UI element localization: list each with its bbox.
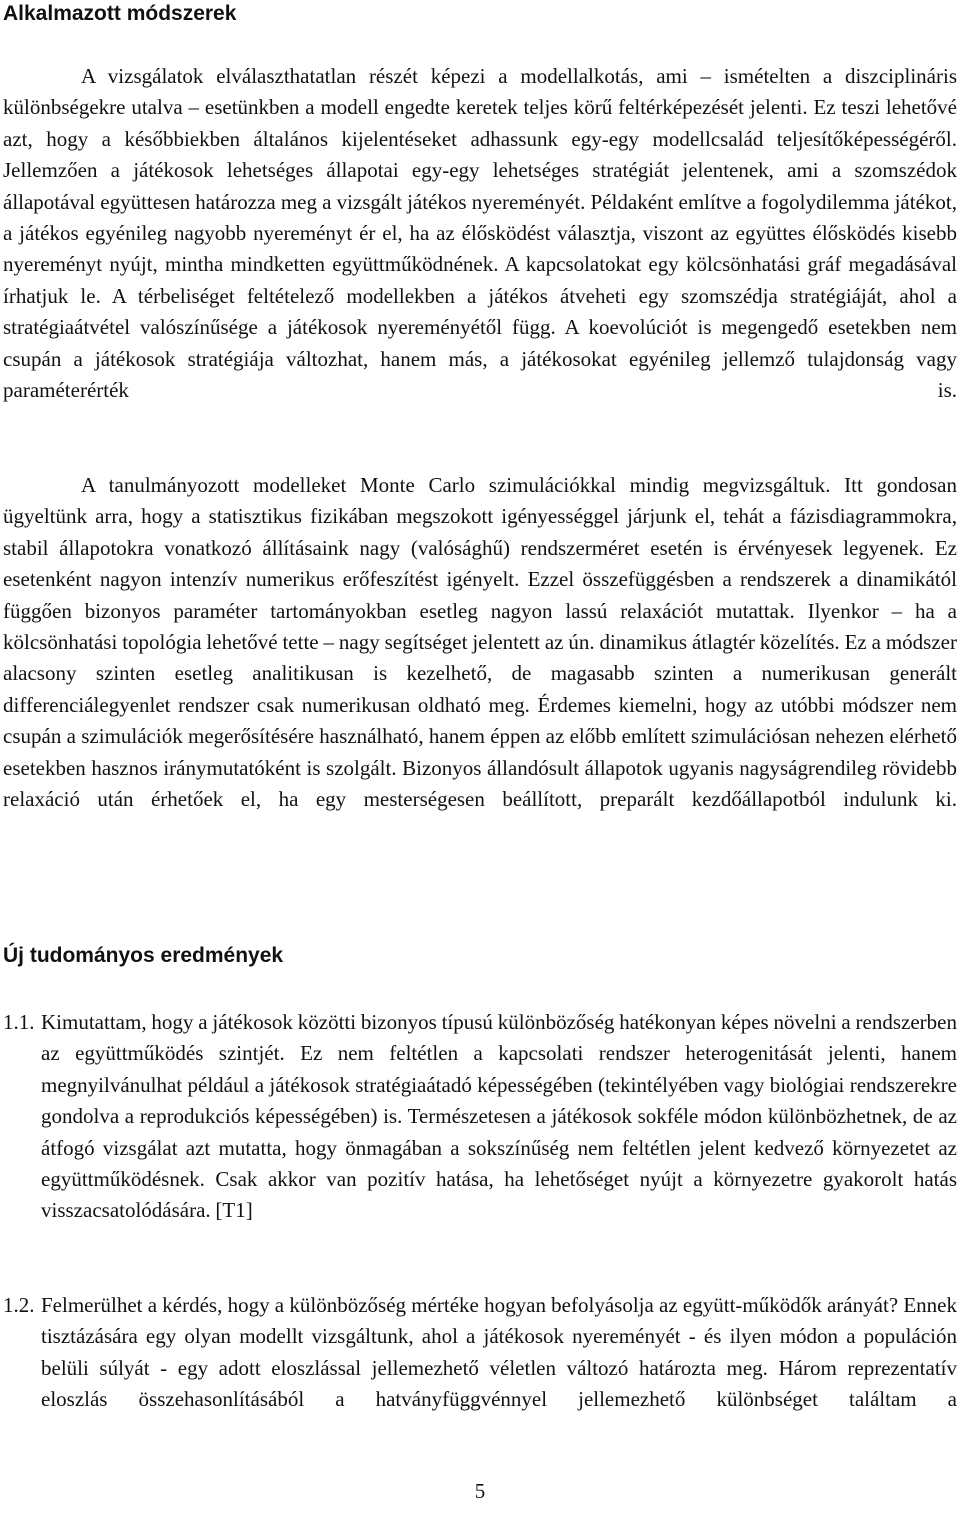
- result-item-number: 1.1.: [3, 1010, 35, 1034]
- result-item-1-1: [3, 1007, 957, 1257]
- methods-paragraph-1-text: A vizsgálatok elválaszthatatlan részét képezi a modellalkotás, ami – ismételten a diszciplináris különbségekre utalva – esetünkben a modell engedte keretek teljes körű feltérképezését jelenti. Ez teszi lehetővé azt, hogy a későbbiekben általános kijelentéseket adhassunk egy-egy modellcsalád teljesítőképességéről. Jellemzően a játékosok lehetséges állapotai egy-egy lehetséges stratégiát jelentenek, ami a szomszédok állapotával együttesen határozza meg a vizsgált játékos nyereményét. Példaként említve a fogolydilemma játékot, a játékos egyénileg nagyobb nyereményt ér el, ha az élősködést választja, viszont az együttes élősködés kisebb nyereményt nyújt, mintha mindketten együttműködnének. A kapcsolatokat egy kölcsönhatási gráf megadásával írhatjuk le. A térbeliséget feltételező modellekben a játékos átveheti egy szomszédja stratégiáját, ahol a stratégiaátvétel valószínűsége a játékosok nyereményétől függ. A koevolúciót is megengedő esetekben nem csupán a játékosok stratégiája változhat, hanem más, a játékosokat egyénileg jellemző tulajdonság vagy paraméterérték is.: [3, 64, 957, 403]
- result-item-text: Felmerülhet a kérdés, hogy a különbözőség mértéke hogyan befolyásolja az együtt-működők arányát? Ennek tisztázására egy olyan modellt vizsgáltunk, ahol a játékosok nyereményét - és ilyen módon a populáción belüli súlyát - egy adott eloszlással jellemezhető véletlen változó határozta meg. Három reprezentatív eloszlás összehasonlításából a hatványfüggvénnyel jellemezhető különbséget találtam a: [41, 1293, 957, 1412]
- results-heading: Új tudományos eredmények: [3, 944, 284, 967]
- methods-paragraph-2: [3, 470, 957, 815]
- result-item-text: Kimutattam, hogy a játékosok közötti bizonyos típusú különbözőség hatékonyan képes növelni a rendszerben az együttműködés szintjét. Ez nem feltétlen a kapcsolati rendszer heterogenitását jelenti, hanem megnyilvánulhat például a játékosok stratégiaátadó képességében (tekintélyében vagy biológiai rendszerekre gondolva a reprodukciós képességében) is. Természetesen a játékosok sokféle módon különbözhetnek, de az átfogó vizsgálat azt mutatta, hogy önmagában a sokszínűség nem feltétlen jelent kedvező környezetet az együttműködésnek. Csak akkor van pozitív hatása, ha lehetőséget nyújt a környezetre gyakorolt hatás visszacsatolódására. [T1]: [41, 1010, 957, 1223]
- methods-heading: Alkalmazott módszerek: [3, 2, 237, 25]
- page-number: 5: [474, 1479, 486, 1503]
- methods-paragraph-2-text: A tanulmányozott modelleket Monte Carlo szimulációkkal mindig megvizsgáltuk. Itt gondosan ügyeltünk arra, hogy a statisztikus fizikában megszokott igényességgel járjunk el, tehát a fázisdiagrammokra, stabil állapotokra vonatkozó állításaink nagy (valósághű) rendszerméret esetén is érvényesek legyenek. Ez esetenként nagyon intenzív numerikus erőfeszítést igényelt. Ezzel összefüggésben a rendszerek a dinamikától függően bizonyos paraméter tartományokban esetleg nagyon lassú relaxációt mutattak. Ilyenkor – ha a kölcsönhatási topológia lehetővé tette – nagy segítséget jelentett az ún. dinamikus átlagtér közelítés. Ez a módszer alacsony szinten esetleg analitikusan is kezelhető, de magasabb szinten a numerikusan generált differenciálegyenlet rendszer csak numerikusan oldható meg. Érdemes kiemelni, hogy az utóbbi módszer nem csupán a szimulációk megerősítésére használható, hanem éppen az előbb említett szimulációsan nehezen elérhető esetekben hasznos iránymutatóként is szolgált. Bizonyos állandósult állapotok ugyanis nagyságrendileg rövidebb relaxáció után érhetőek el, ha egy mesterségesen beállított, preparált kezdőállapotból indulunk ki.: [3, 473, 957, 812]
- result-item-number: 1.2.: [3, 1293, 35, 1317]
- methods-paragraph-1: [3, 61, 957, 406]
- result-item-1-2: [3, 1290, 957, 1460]
